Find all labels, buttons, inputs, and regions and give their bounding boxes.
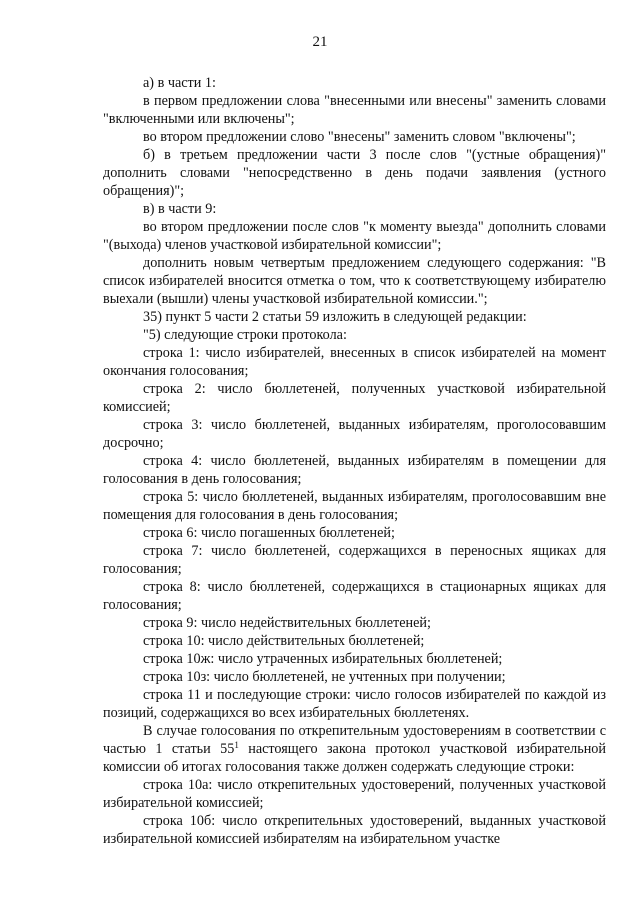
paragraph: строка 4: число бюллетеней, выданных избирателям в помещении для голосования в день голосования;	[103, 453, 606, 487]
paragraph: строка 10б: число открепительных удостоверений, выданных участковой избирательной комиссией избирателям на избирательном участке	[103, 813, 606, 847]
paragraph: строка 9: число недействительных бюллетеней;	[143, 615, 431, 631]
paragraph: б) в третьем предложении части 3 после слов "(устные обращения)" дополнить словами "непосредственно в день подачи заявления (устного обращения)";	[103, 147, 606, 199]
paragraph: строка 10: число действительных бюллетеней;	[143, 633, 425, 649]
paragraph: строка 7: число бюллетеней, содержащихся в переносных ящиках для голосования;	[103, 543, 606, 577]
paragraph: строка 8: число бюллетеней, содержащихся в стационарных ящиках для голосования;	[103, 579, 606, 613]
paragraph-text-after: настоящего закона протокол участковой избирательной комиссии об итогах голосования также должен содержать следующие строки:	[103, 741, 606, 775]
paragraph: строка 10а: число открепительных удостоверений, полученных участковой избирательной комиссией;	[103, 777, 606, 811]
paragraph: 35) пункт 5 части 2 статьи 59 изложить в следующей редакции:	[143, 309, 527, 325]
document-body	[103, 74, 606, 848]
paragraph: в первом предложении слова "внесенными или внесены" заменить словами "включенными или включены";	[103, 93, 606, 127]
paragraph: "5) следующие строки протокола:	[143, 327, 347, 343]
paragraph-text-before: В случае голосования по открепительным удостоверениям в соответствии с частью 1 статьи 55	[103, 723, 606, 757]
paragraph: во втором предложении после слов "к моменту выезда" дополнить словами "(выхода) членов участковой избирательной комиссии";	[103, 219, 606, 253]
paragraph: строка 5: число бюллетеней, выданных избирателям, проголосовавшим вне помещения для голосования в день голосования;	[103, 489, 606, 523]
paragraph: строка 11 и последующие строки: число голосов избирателей по каждой из позиций, содержащихся во всех избирательных бюллетенях.	[103, 687, 606, 721]
paragraph: в) в части 9:	[143, 201, 217, 217]
paragraph: а) в части 1:	[143, 75, 216, 91]
paragraph: строка 10з: число бюллетеней, не учтенных при получении;	[143, 669, 506, 685]
paragraph: строка 3: число бюллетеней, выданных избирателям, проголосовавшим досрочно;	[103, 417, 606, 451]
paragraph: строка 1: число избирателей, внесенных в список избирателей на момент окончания голосования;	[103, 345, 606, 379]
paragraph: строка 6: число погашенных бюллетеней;	[143, 525, 395, 541]
page-number: 21	[312, 34, 328, 50]
paragraph: строка 2: число бюллетеней, полученных участковой избирательной комиссией;	[103, 381, 606, 415]
paragraph: дополнить новым четвертым предложением следующего содержания: "В список избирателей вносится отметка о том, что к соответствующему избирателю выехали (вышли) члены участковой избирательной комиссии.";	[103, 255, 606, 307]
paragraph: во втором предложении слово "внесены" заменить словом "включены";	[143, 129, 576, 145]
paragraph: строка 10ж: число утраченных избирательных бюллетеней;	[143, 651, 503, 667]
superscript: 1	[234, 740, 239, 750]
paragraph-article-reference	[103, 722, 606, 776]
